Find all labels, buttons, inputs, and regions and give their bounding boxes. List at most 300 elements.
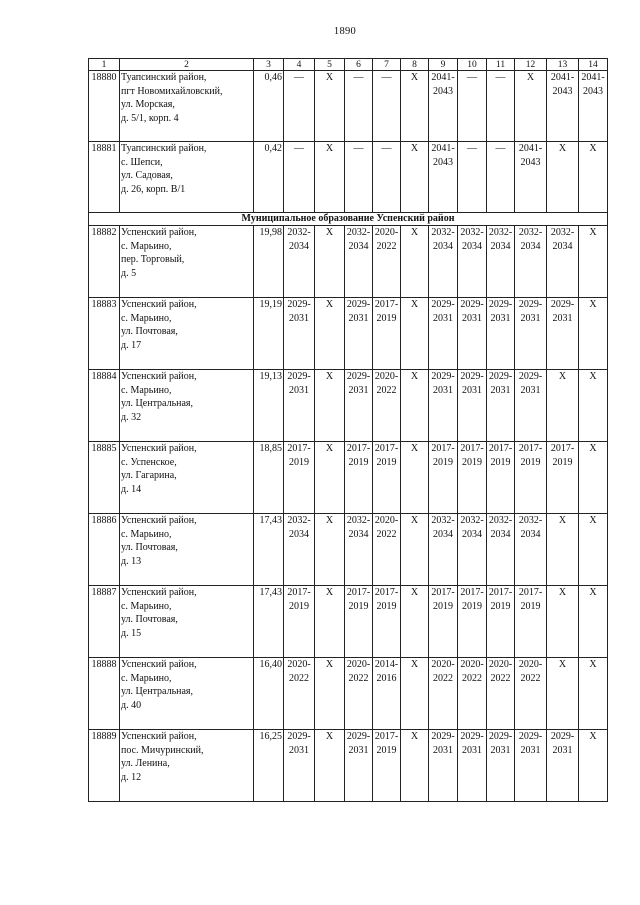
- period-text: 2041-: [550, 72, 575, 83]
- period-cell: [579, 730, 608, 802]
- period-cell: [458, 730, 487, 802]
- period-cell: [284, 442, 315, 514]
- column-header: 12: [515, 59, 547, 71]
- page-number: 1890: [333, 26, 357, 37]
- address-line: Успенский район,: [121, 659, 197, 670]
- period-cell: [458, 226, 487, 298]
- period-cell: [515, 298, 547, 370]
- address-line: д. 32: [121, 411, 142, 423]
- period-text: 2034: [348, 240, 369, 252]
- period-text: 2032-: [346, 515, 371, 526]
- address-line: д. 12: [121, 771, 142, 783]
- period-text: 2020-: [460, 659, 484, 670]
- period-cell: [515, 730, 547, 802]
- period-text: 2017-: [431, 587, 455, 598]
- period-cell: [547, 226, 579, 298]
- period-text: 2034: [552, 240, 573, 252]
- period-text: —: [294, 72, 304, 83]
- period-text: 2031: [348, 384, 369, 396]
- period-text: 2019: [348, 456, 369, 468]
- period-cell: [547, 730, 579, 802]
- period-text: 2031: [348, 744, 369, 756]
- address-line: ул. Центральная,: [121, 686, 194, 697]
- row-number: 18881: [89, 142, 120, 213]
- period-text: Х: [558, 143, 567, 154]
- period-text: 2029-: [488, 299, 513, 310]
- period-text: 2041-: [431, 72, 455, 83]
- period-cell: [373, 298, 401, 370]
- table-row: [89, 370, 608, 442]
- row-number: 18883: [89, 298, 120, 370]
- address-line: д. 17: [121, 339, 142, 351]
- period-cell: [515, 514, 547, 586]
- column-header: 13: [547, 59, 579, 71]
- column-header: 7: [373, 59, 401, 71]
- column-header: 6: [345, 59, 373, 71]
- period-text: 2031: [462, 744, 482, 756]
- period-text: 2017-: [460, 443, 484, 454]
- period-cell: [373, 514, 401, 586]
- period-cell: [284, 514, 315, 586]
- address-cell: [120, 586, 254, 658]
- period-text: 2031: [289, 312, 309, 324]
- period-cell: [579, 514, 608, 586]
- period-cell: [547, 370, 579, 442]
- period-text: 2017-: [287, 587, 311, 598]
- period-text: 2032-: [518, 227, 543, 238]
- period-text: 2032-: [287, 227, 311, 238]
- address-line: с. Марьино,: [121, 312, 172, 324]
- address-line: с. Успенское,: [121, 456, 177, 468]
- period-text: Х: [410, 72, 419, 83]
- period-cell: [345, 442, 373, 514]
- period-text: Х: [558, 371, 567, 382]
- period-text: 2020-: [431, 659, 455, 670]
- period-cell: [429, 226, 458, 298]
- period-text: 2029-: [346, 731, 371, 742]
- period-text: 2031: [552, 312, 573, 324]
- address-line: д. 13: [121, 555, 142, 567]
- period-cell: [429, 586, 458, 658]
- period-text: —: [353, 72, 364, 83]
- period-text: Х: [589, 443, 597, 454]
- period-text: Х: [589, 227, 597, 238]
- period-text: 2034: [462, 240, 482, 252]
- period-text: 2022: [376, 528, 397, 540]
- period-text: 2019: [520, 600, 541, 612]
- period-text: 2017-: [346, 443, 371, 454]
- address-line: Успенский район,: [121, 443, 197, 454]
- period-text: —: [353, 143, 364, 154]
- period-cell: [284, 658, 315, 730]
- address-cell: [120, 730, 254, 802]
- table-row: [89, 442, 608, 514]
- address-line: с. Марьино,: [121, 240, 172, 252]
- period-text: 2041-: [431, 143, 455, 154]
- area-cell: 17,43: [254, 514, 284, 586]
- period-cell: [547, 586, 579, 658]
- period-cell: [373, 370, 401, 442]
- period-text: 2031: [289, 384, 309, 396]
- period-text: Х: [410, 731, 419, 742]
- period-text: 2029-: [287, 371, 311, 382]
- column-number-header: [89, 59, 608, 71]
- column-header: 9: [429, 59, 458, 71]
- period-text: 2022: [348, 672, 369, 684]
- period-text: Х: [325, 443, 334, 454]
- period-cell: [345, 226, 373, 298]
- period-cell: [401, 226, 429, 298]
- period-cell: [487, 514, 515, 586]
- period-cell: [429, 514, 458, 586]
- period-text: Х: [589, 731, 597, 742]
- address-cell: [120, 298, 254, 370]
- period-cell: [429, 442, 458, 514]
- period-cell: [579, 658, 608, 730]
- period-cell: [401, 370, 429, 442]
- period-text: Х: [325, 659, 334, 670]
- housing-registry-table: [88, 58, 608, 802]
- period-text: 2043: [433, 156, 453, 168]
- row-number: 18880: [89, 71, 120, 142]
- area-cell: 19,98: [254, 226, 284, 298]
- period-text: 2017-: [374, 299, 399, 310]
- period-text: 2043: [520, 156, 541, 168]
- table-row: [89, 71, 608, 142]
- period-text: 2031: [520, 744, 541, 756]
- period-text: 2031: [462, 312, 482, 324]
- period-text: 2031: [433, 312, 453, 324]
- period-cell: [429, 370, 458, 442]
- period-cell: [429, 658, 458, 730]
- period-cell: [315, 586, 345, 658]
- period-text: Х: [410, 515, 419, 526]
- period-cell: [345, 298, 373, 370]
- period-text: 2032-: [518, 515, 543, 526]
- row-number: 18884: [89, 370, 120, 442]
- period-text: 2029-: [431, 299, 455, 310]
- table-row: [89, 142, 608, 213]
- period-cell: [547, 514, 579, 586]
- period-cell: [345, 730, 373, 802]
- period-cell: [487, 370, 515, 442]
- period-text: Х: [410, 143, 419, 154]
- period-text: —: [381, 72, 392, 83]
- period-cell: [579, 226, 608, 298]
- period-text: 2019: [520, 456, 541, 468]
- period-cell: [315, 226, 345, 298]
- address-cell: [120, 658, 254, 730]
- period-cell: [345, 370, 373, 442]
- period-text: 2031: [490, 384, 511, 396]
- row-number: 18887: [89, 586, 120, 658]
- period-text: Х: [325, 731, 334, 742]
- period-cell: [373, 226, 401, 298]
- period-text: 2034: [348, 528, 369, 540]
- period-text: 2017-: [431, 443, 455, 454]
- period-text: 2019: [462, 456, 482, 468]
- section-title: Муниципальное образование Успенский район: [89, 213, 608, 226]
- period-text: 2029-: [431, 731, 455, 742]
- period-text: 2029-: [518, 299, 543, 310]
- period-cell: [401, 298, 429, 370]
- period-text: 2031: [462, 384, 482, 396]
- period-cell: [487, 442, 515, 514]
- address-line: пгт Новомихайловский,: [121, 85, 223, 97]
- period-text: Х: [325, 515, 334, 526]
- period-cell: [487, 658, 515, 730]
- period-cell: [315, 370, 345, 442]
- column-header: 3: [254, 59, 284, 71]
- period-cell: [284, 71, 315, 142]
- period-cell: [284, 586, 315, 658]
- period-cell: [547, 298, 579, 370]
- period-cell: [284, 142, 315, 213]
- period-text: 2031: [520, 384, 541, 396]
- period-text: 2029-: [518, 731, 543, 742]
- period-cell: [373, 142, 401, 213]
- period-text: 2019: [552, 456, 573, 468]
- period-text: 2031: [433, 384, 453, 396]
- address-line: пос. Мичуринский,: [121, 744, 204, 756]
- period-cell: [284, 226, 315, 298]
- period-text: 2034: [289, 528, 309, 540]
- period-cell: [458, 298, 487, 370]
- period-text: Х: [589, 371, 597, 382]
- period-text: 2019: [376, 312, 397, 324]
- period-text: 2031: [490, 312, 511, 324]
- column-header: 8: [401, 59, 429, 71]
- period-text: Х: [410, 587, 419, 598]
- period-text: —: [495, 72, 506, 83]
- period-cell: [458, 71, 487, 142]
- period-text: Х: [589, 515, 597, 526]
- period-cell: [458, 370, 487, 442]
- period-text: 2031: [348, 312, 369, 324]
- period-text: 2031: [490, 744, 511, 756]
- period-text: 2034: [433, 528, 453, 540]
- period-text: 2017-: [287, 443, 311, 454]
- period-text: 2019: [433, 600, 453, 612]
- address-line: Успенский район,: [121, 731, 197, 742]
- period-text: 2032-: [460, 227, 484, 238]
- period-cell: [458, 142, 487, 213]
- address-line: ул. Почтовая,: [121, 542, 178, 553]
- period-text: 2017-: [460, 587, 484, 598]
- address-line: д. 14: [121, 483, 142, 495]
- address-line: д. 5: [121, 267, 137, 279]
- address-line: Успенский район,: [121, 299, 197, 310]
- period-text: —: [294, 143, 304, 154]
- period-cell: [284, 298, 315, 370]
- period-text: 2017-: [550, 443, 575, 454]
- period-text: 2022: [433, 672, 453, 684]
- period-cell: [487, 298, 515, 370]
- period-cell: [284, 370, 315, 442]
- period-text: 2022: [462, 672, 482, 684]
- period-cell: [458, 586, 487, 658]
- period-text: 2019: [462, 600, 482, 612]
- address-line: ул. Центральная,: [121, 398, 194, 409]
- period-text: Х: [325, 72, 334, 83]
- period-cell: [315, 298, 345, 370]
- address-line: с. Шепси,: [121, 156, 163, 168]
- period-text: 2032-: [460, 515, 484, 526]
- period-cell: [579, 370, 608, 442]
- period-cell: [345, 71, 373, 142]
- period-cell: [487, 586, 515, 658]
- period-cell: [487, 142, 515, 213]
- table-row: [89, 730, 608, 802]
- period-text: 2017-: [518, 443, 543, 454]
- period-cell: [315, 442, 345, 514]
- period-text: Х: [325, 143, 334, 154]
- period-cell: [315, 514, 345, 586]
- period-text: 2029-: [460, 371, 484, 382]
- address-cell: [120, 514, 254, 586]
- period-cell: [515, 370, 547, 442]
- period-text: 2017-: [346, 587, 371, 598]
- period-cell: [373, 71, 401, 142]
- address-line: с. Марьино,: [121, 672, 172, 684]
- period-text: 2022: [289, 672, 309, 684]
- period-text: 2031: [289, 744, 309, 756]
- address-line: ул. Морская,: [121, 99, 175, 110]
- table-row: [89, 226, 608, 298]
- period-text: 2029-: [346, 299, 371, 310]
- period-text: 2031: [520, 312, 541, 324]
- period-cell: [345, 586, 373, 658]
- address-line: с. Марьино,: [121, 600, 172, 612]
- period-cell: [401, 730, 429, 802]
- period-text: Х: [558, 587, 567, 598]
- period-text: 2022: [490, 672, 511, 684]
- period-text: 2031: [433, 744, 453, 756]
- period-cell: [579, 71, 608, 142]
- period-text: 2019: [289, 456, 309, 468]
- period-cell: [487, 226, 515, 298]
- period-text: 2032-: [431, 515, 455, 526]
- period-text: 2029-: [460, 299, 484, 310]
- period-text: 2029-: [287, 731, 311, 742]
- period-text: 2017-: [374, 731, 399, 742]
- period-text: Х: [410, 659, 419, 670]
- period-cell: [429, 71, 458, 142]
- period-cell: [373, 442, 401, 514]
- period-cell: [579, 142, 608, 213]
- period-cell: [515, 586, 547, 658]
- address-line: д. 26, корп. В/1: [121, 183, 186, 195]
- section-row: [89, 213, 608, 226]
- address-line: Успенский район,: [121, 371, 197, 382]
- address-line: ул. Садовая,: [121, 170, 173, 181]
- column-header: 2: [120, 59, 254, 71]
- period-text: 2043: [583, 85, 603, 97]
- period-cell: [458, 514, 487, 586]
- address-line: д. 5/1, корп. 4: [121, 112, 179, 124]
- period-text: Х: [410, 371, 419, 382]
- period-text: Х: [325, 227, 334, 238]
- area-cell: 16,25: [254, 730, 284, 802]
- address-cell: [120, 370, 254, 442]
- period-cell: [373, 658, 401, 730]
- column-header: 10: [458, 59, 487, 71]
- row-number: 18885: [89, 442, 120, 514]
- address-cell: [120, 71, 254, 142]
- period-cell: [547, 142, 579, 213]
- period-cell: [515, 658, 547, 730]
- period-text: 2029-: [346, 371, 371, 382]
- row-number: 18888: [89, 658, 120, 730]
- area-cell: 18,85: [254, 442, 284, 514]
- period-text: Х: [558, 515, 567, 526]
- address-line: ул. Почтовая,: [121, 326, 178, 337]
- period-text: 2019: [376, 744, 397, 756]
- area-cell: 0,46: [254, 71, 284, 142]
- period-text: 2020-: [374, 227, 399, 238]
- address-line: ул. Ленина,: [121, 758, 170, 769]
- table-row: [89, 514, 608, 586]
- period-text: 2020-: [287, 659, 311, 670]
- period-text: 2032-: [488, 227, 513, 238]
- period-text: 2019: [376, 456, 397, 468]
- period-text: 2029-: [488, 731, 513, 742]
- address-line: д. 15: [121, 627, 142, 639]
- period-cell: [458, 442, 487, 514]
- period-text: 2017-: [374, 443, 399, 454]
- period-text: 2020-: [374, 371, 399, 382]
- column-header: 1: [89, 59, 120, 71]
- period-text: 2022: [376, 384, 397, 396]
- period-text: Х: [589, 299, 597, 310]
- period-cell: [401, 586, 429, 658]
- address-cell: [120, 226, 254, 298]
- period-text: 2019: [348, 600, 369, 612]
- period-text: 2020-: [374, 515, 399, 526]
- period-text: 2020-: [488, 659, 513, 670]
- row-number: 18889: [89, 730, 120, 802]
- period-text: 2014-: [374, 659, 399, 670]
- period-text: 2019: [490, 456, 511, 468]
- period-cell: [315, 142, 345, 213]
- period-text: 2022: [520, 672, 541, 684]
- table-body: [89, 59, 608, 802]
- period-text: 2020-: [518, 659, 543, 670]
- period-cell: [401, 71, 429, 142]
- period-text: 2029-: [550, 299, 575, 310]
- period-text: Х: [589, 587, 597, 598]
- period-cell: [515, 142, 547, 213]
- period-cell: [401, 442, 429, 514]
- period-text: 2031: [552, 744, 573, 756]
- period-text: —: [495, 143, 506, 154]
- period-text: Х: [410, 299, 419, 310]
- period-text: 2032-: [488, 515, 513, 526]
- period-cell: [547, 658, 579, 730]
- column-header: 11: [487, 59, 515, 71]
- period-cell: [345, 142, 373, 213]
- period-text: Х: [325, 587, 334, 598]
- address-line: Успенский район,: [121, 227, 197, 238]
- period-cell: [515, 226, 547, 298]
- period-text: 2043: [433, 85, 453, 97]
- area-cell: 16,40: [254, 658, 284, 730]
- period-text: 2034: [433, 240, 453, 252]
- period-cell: [515, 442, 547, 514]
- period-text: 2019: [433, 456, 453, 468]
- period-text: —: [467, 143, 477, 154]
- period-text: Х: [589, 143, 597, 154]
